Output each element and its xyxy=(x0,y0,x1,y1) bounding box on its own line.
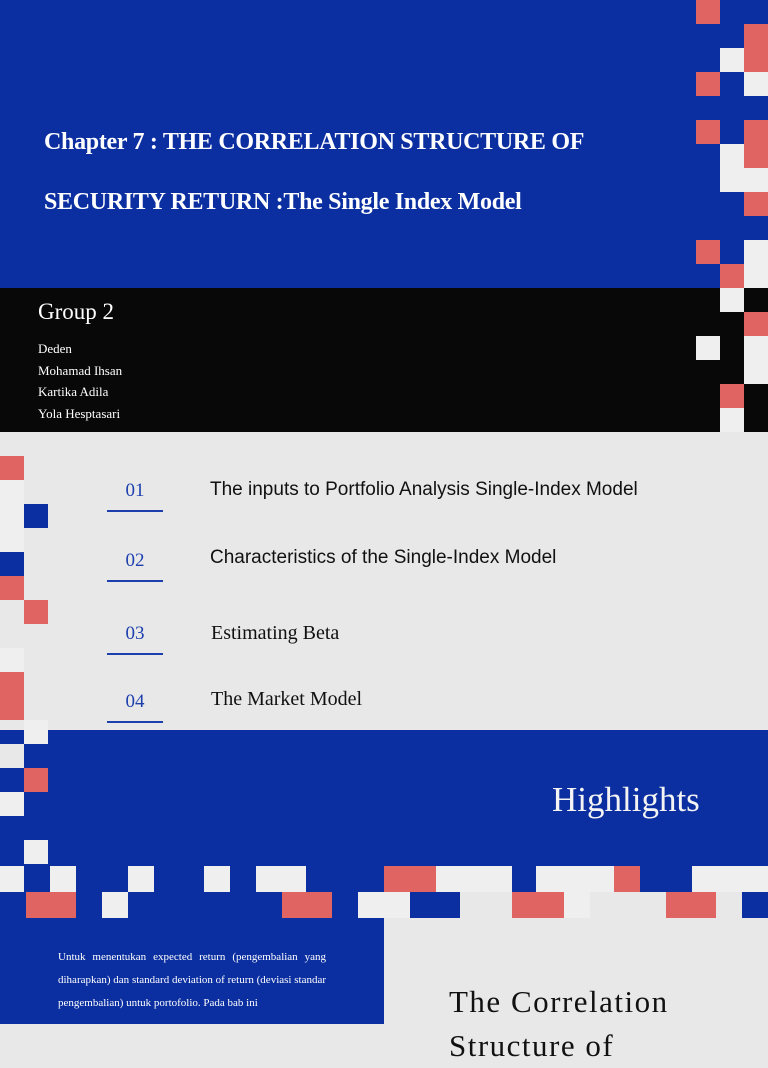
agenda-number-underline xyxy=(107,580,163,582)
group-title: Group 2 xyxy=(38,299,115,324)
agenda-label: The inputs to Portfolio Analysis Single-Index Model xyxy=(210,479,638,500)
decorative-square xyxy=(24,720,48,744)
decorative-square xyxy=(0,892,26,918)
agenda-number: 04 xyxy=(125,691,145,712)
decorative-square xyxy=(696,120,720,144)
decorative-square xyxy=(230,866,256,892)
member-name: Mohamad Ihsan xyxy=(38,362,123,378)
decorative-square xyxy=(696,336,720,360)
slide-title-line-1: Chapter 7 : THE CORRELATION STRUCTURE OF xyxy=(44,129,585,155)
decorative-square xyxy=(744,24,768,48)
decorative-square xyxy=(720,264,744,288)
decorative-square xyxy=(0,672,24,720)
decorative-square xyxy=(332,892,358,918)
agenda-number: 03 xyxy=(125,623,145,644)
section-title-line-2: Structure of xyxy=(449,1028,615,1063)
decorative-square xyxy=(666,892,716,918)
decorative-square xyxy=(24,600,48,624)
decorative-square xyxy=(640,866,692,892)
decorative-square xyxy=(24,840,48,864)
decorative-square xyxy=(204,866,230,892)
decorative-square xyxy=(76,892,102,918)
decorative-square xyxy=(0,552,24,576)
member-name: Yola Hesptasari xyxy=(38,405,121,421)
agenda-number: 02 xyxy=(125,550,145,571)
decorative-square xyxy=(720,384,744,408)
member-name: Deden xyxy=(38,341,72,356)
decorative-square xyxy=(742,892,768,918)
decorative-square xyxy=(744,192,768,216)
decorative-square xyxy=(410,892,460,918)
decorative-square xyxy=(0,456,24,480)
intro-paragraph: Untuk menentukan expected return (pengembalian yang diharapkan) dan standard deviation of return (deviasi standar pengembalian) untuk portofolio. Pada bab ini xyxy=(58,951,326,1009)
agenda-label: Characteristics of the Single-Index Model xyxy=(210,547,557,568)
decorative-square xyxy=(744,120,768,168)
decorative-square xyxy=(0,480,24,552)
decorative-square xyxy=(128,892,282,918)
decorative-square xyxy=(128,866,154,892)
decorative-square xyxy=(536,866,614,892)
decorative-square xyxy=(24,504,48,528)
decorative-square xyxy=(0,744,24,768)
section-title-line-1: The Correlation xyxy=(449,984,669,1019)
decorative-square xyxy=(26,892,76,918)
slide-title xyxy=(44,112,664,232)
decorative-square xyxy=(102,892,128,918)
decorative-square xyxy=(0,576,24,600)
agenda-label: The Market Model xyxy=(211,688,363,710)
decorative-square xyxy=(720,408,744,432)
agenda-number-underline xyxy=(107,510,163,512)
decorative-square xyxy=(306,866,384,892)
member-name: Kartika Adila xyxy=(38,384,109,399)
decorative-square xyxy=(384,866,436,892)
decorative-square xyxy=(0,866,24,892)
decorative-square xyxy=(696,72,720,96)
highlights-title: Highlights xyxy=(552,780,700,819)
decorative-square xyxy=(692,866,768,892)
decorative-square xyxy=(744,336,768,384)
agenda-number-underline xyxy=(107,721,163,723)
decorative-square xyxy=(24,866,50,892)
decorative-square xyxy=(358,892,410,918)
decorative-square xyxy=(744,168,768,192)
decorative-pixel-strip xyxy=(0,866,768,918)
decorative-square xyxy=(76,866,128,892)
section-title xyxy=(449,980,669,1068)
decorative-square xyxy=(154,866,204,892)
decorative-square xyxy=(720,144,744,192)
decorative-square xyxy=(564,892,590,918)
decorative-square xyxy=(744,72,768,96)
decorative-square xyxy=(720,48,744,72)
decorative-square xyxy=(696,240,720,264)
decorative-square xyxy=(0,648,24,672)
decorative-square xyxy=(614,866,640,892)
decorative-square xyxy=(436,866,512,892)
member-list xyxy=(38,338,122,424)
decorative-square xyxy=(24,768,48,792)
slide-title-line-2: SECURITY RETURN :The Single Index Model xyxy=(44,189,522,215)
decorative-square xyxy=(744,240,768,264)
decorative-square xyxy=(512,866,536,892)
agenda-label: Estimating Beta xyxy=(211,622,340,644)
decorative-square xyxy=(512,892,564,918)
decorative-square xyxy=(50,866,76,892)
decorative-square xyxy=(256,866,306,892)
agenda-number: 01 xyxy=(125,480,145,501)
decorative-square xyxy=(696,0,720,24)
decorative-square xyxy=(720,288,744,312)
decorative-square xyxy=(744,264,768,288)
agenda-number-underline xyxy=(107,653,163,655)
decorative-square xyxy=(0,792,24,816)
decorative-square xyxy=(744,48,768,72)
decorative-square xyxy=(744,312,768,336)
decorative-square xyxy=(282,892,332,918)
